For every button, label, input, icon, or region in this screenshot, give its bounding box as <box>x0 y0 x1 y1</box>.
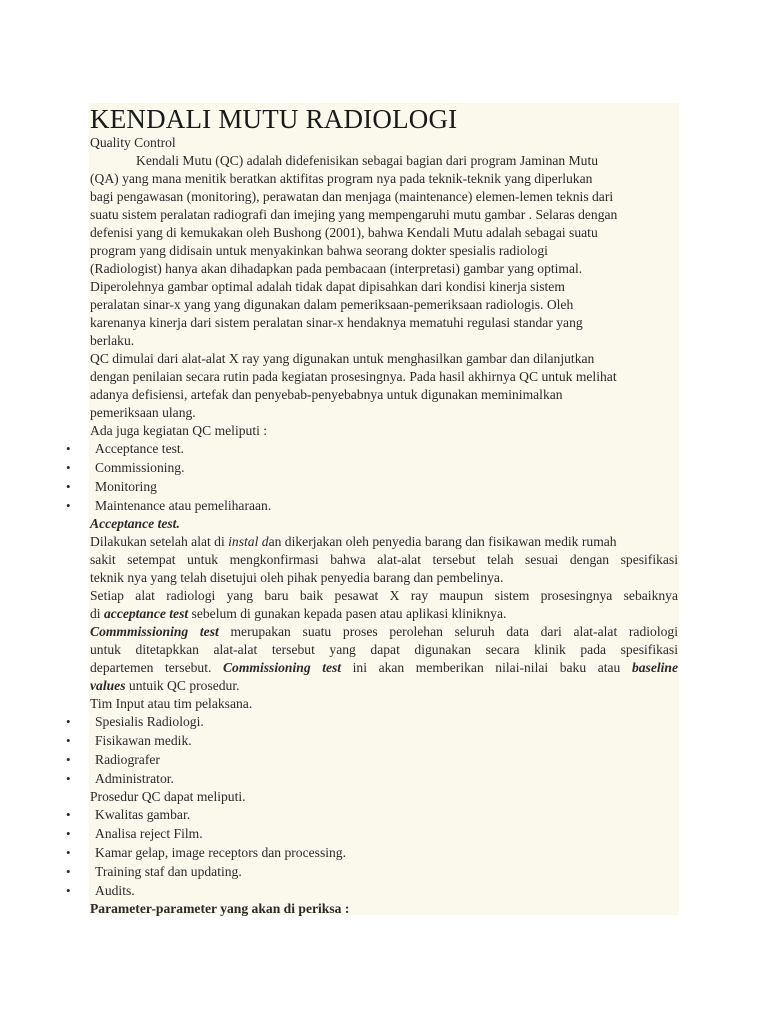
list-item: Fisikawan medik. <box>95 733 192 748</box>
bullet-icon: • <box>66 845 71 860</box>
bullet-icon: • <box>66 714 71 729</box>
list-item: Administrator. <box>95 771 174 786</box>
intro-line: bagi pengawasan (monitoring), perawatan dan menjaga (maintenance) elemen-lemen teknis dari <box>90 189 614 204</box>
qc-line: adanya defisiensi, artefak dan penyebab-penyebabnya untuk digunakan meminimalkan <box>90 387 563 402</box>
bullet-icon: • <box>66 826 71 841</box>
bullet-icon: • <box>66 498 71 513</box>
commissioning-line: departemen tersebut. Commissioning test ini akan memberikan nilai-nilai baku atau baseline <box>90 660 679 675</box>
intro-line: Kendali Mutu (QC) adalah didefenisikan sebagai bagian dari program Jaminan Mutu <box>136 153 599 168</box>
intro-line: Diperolehnya gambar optimal adalah tidak dapat dipisahkan dari kondisi kinerja sistem <box>90 279 565 294</box>
bullet-icon: • <box>66 864 71 879</box>
activities-intro: Ada juga kegiatan QC meliputi : <box>90 423 268 438</box>
acceptance-line: Dilakukan setelah alat di instal dan dikerjakan oleh penyedia barang dan fisikawan medik rumah <box>90 534 617 549</box>
params-heading: Parameter-parameter yang akan di periksa : <box>90 901 350 916</box>
list-item: Audits. <box>95 883 135 898</box>
bullet-icon: • <box>66 460 71 475</box>
list-item: Acceptance test. <box>95 441 185 456</box>
list-item: Maintenance atau pemeliharaan. <box>95 498 272 513</box>
bullet-icon: • <box>66 479 71 494</box>
intro-line: karenanya kinerja dari sistem peralatan sinar-x hendaknya mematuhi regulasi standar yang <box>90 315 583 330</box>
intro-line: (Radiologist) hanya akan dihadapkan pada pembacaan (interpretasi) gambar yang optimal. <box>90 261 583 276</box>
commissioning-line: values untuik QC prosedur. <box>90 678 240 693</box>
subtitle: Quality Control <box>90 135 176 150</box>
intro-line: program yang didisain untuk menyakinkan bahwa seorang dokter spesialis radiologi <box>90 243 548 258</box>
list-item: Spesialis Radiologi. <box>95 714 204 729</box>
acceptance-line: Setiap alat radiologi yang baru baik pesawat X ray maupun sistem prosesingnya sebaiknya <box>90 588 678 603</box>
intro-line: (QA) yang mana menitik beratkan aktifitas program nya pada teknik-teknik yang diperlukan <box>90 171 593 186</box>
bullet-icon: • <box>66 771 71 786</box>
intro-line: berlaku. <box>90 333 135 348</box>
list-item: Radiografer <box>95 752 160 767</box>
bullet-icon: • <box>66 807 71 822</box>
list-item: Kwalitas gambar. <box>95 807 191 822</box>
team-intro: Tim Input atau tim pelaksana. <box>90 696 253 711</box>
bullet-icon: • <box>66 752 71 767</box>
procedure-intro: Prosedur QC dapat meliputi. <box>90 789 246 804</box>
list-item: Analisa reject Film. <box>95 826 203 841</box>
list-item: Commissioning. <box>95 460 185 475</box>
list-item: Monitoring <box>95 479 157 494</box>
bullet-icon: • <box>66 883 71 898</box>
acceptance-line: di acceptance test sebelum di gunakan kepada pasen atau aplikasi kliniknya. <box>90 606 507 621</box>
intro-line: peralatan sinar-x yang yang digunakan dalam pemeriksaan-pemeriksaan radiologis. Oleh <box>90 297 574 312</box>
intro-line: defenisi yang di kemukakan oleh Bushong (2001), bahwa Kendali Mutu adalah sebagai suatu <box>90 225 598 240</box>
page-title: KENDALI MUTU RADIOLOGI <box>90 104 458 134</box>
commissioning-line: untuk ditetapkkan alat-alat tersebut yang dapat digunakan secara klinik pada spesifikasi <box>90 642 678 657</box>
acceptance-line: teknik nya yang telah disetujui oleh pihak penyedia barang dan pembelinya. <box>90 570 504 585</box>
bullet-icon: • <box>66 441 71 456</box>
bullet-icon: • <box>66 733 71 748</box>
list-item: Training staf dan updating. <box>95 864 242 879</box>
qc-line: pemeriksaan ulang. <box>90 405 196 420</box>
list-item: Kamar gelap, image receptors dan processing. <box>95 845 347 860</box>
commissioning-line: Commmissioning test merupakan suatu proses perolehan seluruh data dari alat-alat radiologi <box>90 624 678 639</box>
qc-line: dengan penilaian secara rutin pada kegiatan prosesingnya. Pada hasil akhirnya QC untuk melihat <box>90 369 617 384</box>
qc-line: QC dimulai dari alat-alat X ray yang digunakan untuk menghasilkan gambar dan dilanjutkan <box>90 351 595 366</box>
acceptance-heading: Acceptance test. <box>90 516 180 531</box>
acceptance-line: sakit setempat untuk mengkonfirmasi bahwa alat-alat tersebut telah sesuai dengan spesifikasi <box>90 552 678 567</box>
intro-line: suatu sistem peralatan radiografi dan imejing yang mempengaruhi mutu gambar . Selaras dengan <box>90 207 618 222</box>
